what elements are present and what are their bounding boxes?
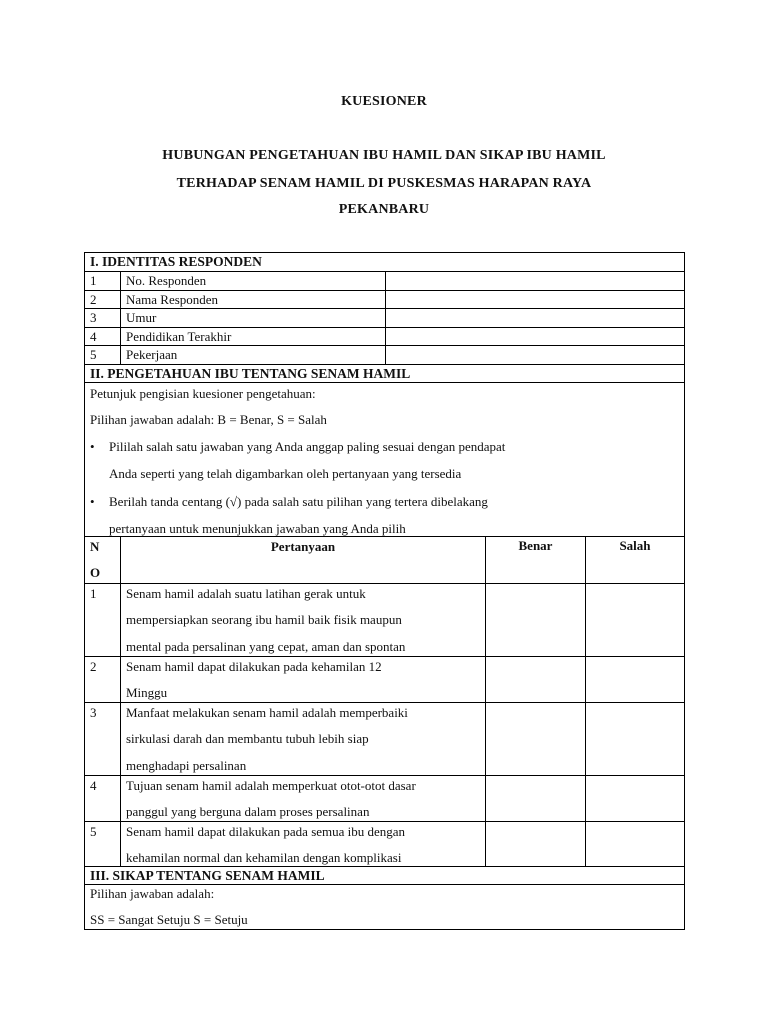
identity-row xyxy=(85,271,684,290)
question-no: 5 xyxy=(85,822,121,866)
question-line: Senam hamil dapat dilakukan pada semua ibu dengan xyxy=(126,823,406,839)
section-knowledge-heading: II. PENGETAHUAN IBU TENTANG SENAM HAMIL xyxy=(85,364,684,382)
identity-label: Umur xyxy=(121,309,386,327)
question-row xyxy=(85,821,684,866)
identity-value-field[interactable] xyxy=(386,328,684,346)
answer-benar-cell[interactable] xyxy=(486,657,586,702)
question-text xyxy=(121,703,486,775)
answer-benar-cell[interactable] xyxy=(486,703,586,775)
question-row xyxy=(85,583,684,656)
section-attitude-heading: III. SIKAP TENTANG SENAM HAMIL xyxy=(85,866,684,884)
identity-no: 5 xyxy=(85,346,121,364)
question-row xyxy=(85,702,684,775)
bullet-text: Berilah tanda centang (√) pada salah satu pilihan yang tertera dibelakang xyxy=(109,493,488,509)
identity-no: 4 xyxy=(85,328,121,346)
identity-row xyxy=(85,327,684,346)
question-line: Senam hamil dapat dilakukan pada kehamilan 12 xyxy=(126,658,382,674)
questionnaire-table xyxy=(84,252,685,930)
question-line: Tujuan senam hamil adalah memperkuat otot-otot dasar xyxy=(126,777,416,793)
instruction-title: Petunjuk pengisian kuesioner pengetahuan: xyxy=(90,385,316,401)
bullet-item xyxy=(90,438,505,456)
header-question: Pertanyaan xyxy=(121,537,486,583)
answer-salah-cell[interactable] xyxy=(586,657,684,702)
section-identity-heading: I. IDENTITAS RESPONDEN xyxy=(90,254,262,269)
question-line: mempersiapkan seorang ibu hamil baik fisik maupun xyxy=(126,612,402,627)
instructions-block xyxy=(85,382,684,536)
identity-label: Nama Responden xyxy=(121,291,386,309)
doc-subtitle-line-3: PEKANBARU xyxy=(338,202,430,217)
identity-no: 3 xyxy=(85,309,121,327)
answer-benar-cell[interactable] xyxy=(486,822,586,866)
attitude-line-2: SS = Sangat Setuju S = Setuju xyxy=(90,911,248,927)
identity-no: 1 xyxy=(85,272,121,290)
question-line: mental pada persalinan yang cepat, aman dan spontan xyxy=(126,638,406,654)
doc-title: KUESIONER xyxy=(341,94,427,109)
question-line: menghadapi persalinan xyxy=(126,757,247,773)
question-line: kehamilan normal dan kehamilan dengan komplikasi xyxy=(126,850,402,865)
question-text xyxy=(121,584,486,656)
answer-salah-cell[interactable] xyxy=(586,776,684,821)
identity-label: Pekerjaan xyxy=(121,346,386,364)
question-line: Senam hamil adalah suatu latihan gerak untuk xyxy=(126,585,366,601)
header-no-line-1: N xyxy=(90,538,100,554)
attitude-line-1: Pilihan jawaban adalah: xyxy=(90,885,215,901)
answer-benar-cell[interactable] xyxy=(486,584,586,656)
bullet-icon: • xyxy=(90,438,95,454)
question-row xyxy=(85,775,684,821)
answer-benar-cell[interactable] xyxy=(486,776,586,821)
identity-label: Pendidikan Terakhir xyxy=(121,328,386,346)
bullet-continuation: Anda seperti yang telah digambarkan oleh pertanyaan yang tersedia xyxy=(109,465,462,481)
question-text xyxy=(121,776,486,821)
identity-label: No. Responden xyxy=(121,272,386,290)
identity-value-field[interactable] xyxy=(386,272,684,290)
header-no xyxy=(85,537,121,583)
question-no: 3 xyxy=(85,703,121,775)
question-line: panggul yang berguna dalam proses persalinan xyxy=(126,804,370,819)
bullet-item xyxy=(90,493,488,511)
question-no: 4 xyxy=(85,776,121,821)
attitude-instructions xyxy=(85,884,684,929)
question-line: Minggu xyxy=(126,685,168,700)
answer-salah-cell[interactable] xyxy=(586,703,684,775)
question-table-header xyxy=(85,536,684,583)
header-benar: Benar xyxy=(486,537,586,583)
doc-subtitle-line-2: TERHADAP SENAM HAMIL DI PUSKESMAS HARAPAN RAYA xyxy=(176,176,592,191)
header-no-line-2: O xyxy=(90,564,101,580)
question-line: Manfaat melakukan senam hamil adalah memperbaiki xyxy=(126,704,408,720)
choice-line: Pilihan jawaban adalah: B = Benar, S = Salah xyxy=(90,411,327,427)
question-line: sirkulasi darah dan membantu tubuh lebih siap xyxy=(126,731,369,746)
identity-row xyxy=(85,290,684,309)
question-row xyxy=(85,656,684,702)
identity-value-field[interactable] xyxy=(386,291,684,309)
identity-row xyxy=(85,308,684,327)
question-text xyxy=(121,657,486,702)
question-text xyxy=(121,822,486,866)
answer-salah-cell[interactable] xyxy=(586,584,684,656)
bullet-text: Pililah salah satu jawaban yang Anda anggap paling sesuai dengan pendapat xyxy=(109,438,506,454)
question-no: 1 xyxy=(85,584,121,656)
doc-subtitle-line-1: HUBUNGAN PENGETAHUAN IBU HAMIL DAN SIKAP IBU HAMIL xyxy=(162,148,606,163)
identity-no: 2 xyxy=(85,291,121,309)
identity-value-field[interactable] xyxy=(386,309,684,327)
header-salah: Salah xyxy=(619,537,651,553)
identity-value-field[interactable] xyxy=(386,346,684,364)
question-no: 2 xyxy=(85,657,121,702)
bullet-continuation: pertanyaan untuk menunjukkan jawaban yang Anda pilih xyxy=(109,520,406,536)
answer-salah-cell[interactable] xyxy=(586,822,684,866)
bullet-icon: • xyxy=(90,493,95,509)
identity-row xyxy=(85,345,684,364)
